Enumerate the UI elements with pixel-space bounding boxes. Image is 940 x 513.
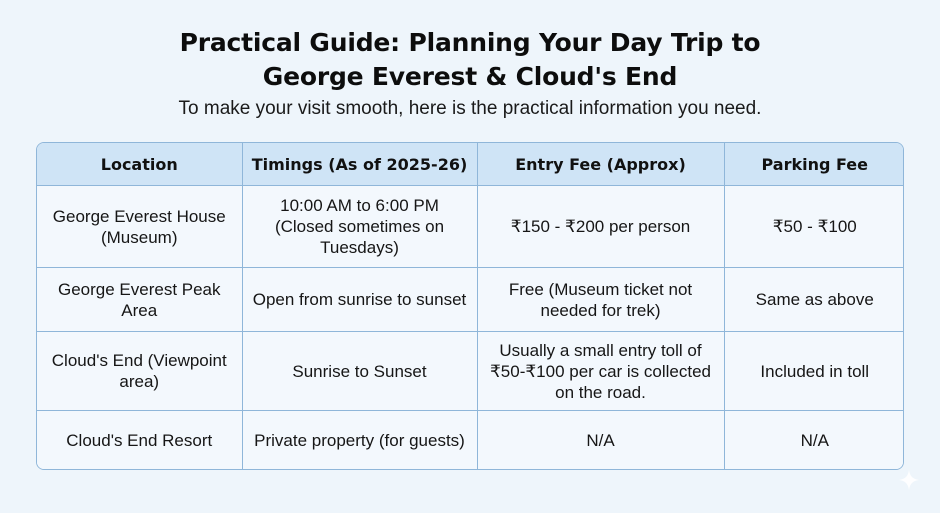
table-header-row — [37, 143, 904, 186]
cell-parking-fee: Same as above — [724, 268, 904, 332]
table-row — [37, 332, 904, 411]
page-title — [0, 26, 940, 94]
cell-location: Cloud's End (Viewpoint area) — [37, 332, 242, 411]
cell-location: George Everest House (Museum) — [37, 186, 242, 268]
cell-location: George Everest Peak Area — [37, 268, 242, 332]
table-row — [37, 268, 904, 332]
cell-timings: Sunrise to Sunset — [242, 332, 477, 411]
info-table-container — [36, 142, 904, 470]
info-table — [37, 143, 904, 470]
table-row — [37, 186, 904, 268]
title-line-1: Practical Guide: Planning Your Day Trip to — [179, 28, 761, 57]
cell-parking-fee: ₹50 - ₹100 — [724, 186, 904, 268]
title-line-2: George Everest & Cloud's End — [262, 62, 678, 91]
cell-location: Cloud's End Resort — [37, 411, 242, 471]
page-subtitle: To make your visit smooth, here is the practical information you need. — [178, 98, 762, 119]
cell-parking-fee: N/A — [724, 411, 904, 471]
cell-timings: Private property (for guests) — [242, 411, 477, 471]
header-location: Location — [37, 143, 242, 186]
cell-timings: Open from sunrise to sunset — [242, 268, 477, 332]
header-entry-fee: Entry Fee (Approx) — [477, 143, 724, 186]
header-parking-fee: Parking Fee — [724, 143, 904, 186]
cell-timings: 10:00 AM to 6:00 PM (Closed sometimes on Tuesdays) — [242, 186, 477, 268]
cell-parking-fee: Included in toll — [724, 332, 904, 411]
sparkle-icon — [898, 469, 920, 491]
cell-entry-fee: Usually a small entry toll of ₹50-₹100 per car is collected on the road. — [477, 332, 724, 411]
cell-entry-fee: Free (Museum ticket not needed for trek) — [477, 268, 724, 332]
header-timings: Timings (As of 2025-26) — [242, 143, 477, 186]
cell-entry-fee: N/A — [477, 411, 724, 471]
cell-entry-fee: ₹150 - ₹200 per person — [477, 186, 724, 268]
table-row — [37, 411, 904, 471]
